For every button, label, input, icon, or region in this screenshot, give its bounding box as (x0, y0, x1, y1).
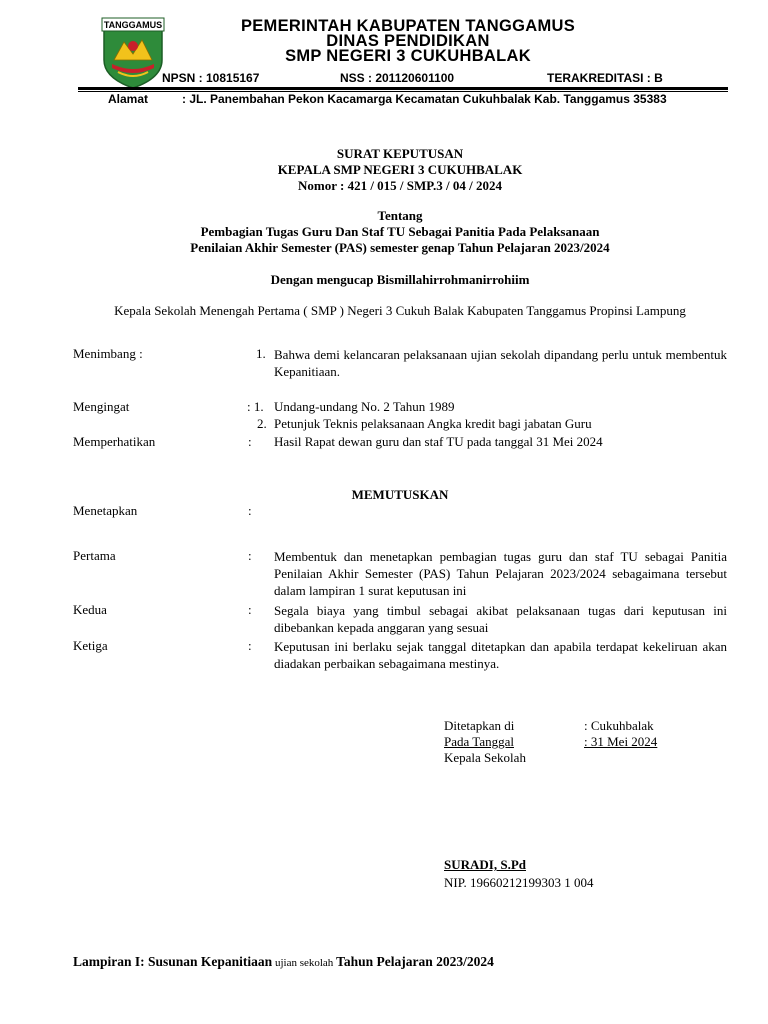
ditetapkan-label: Ditetapkan di (444, 718, 515, 733)
tanggal-label: Pada Tanggal (444, 734, 514, 749)
logo-label: TANGGAMUS (103, 20, 163, 30)
mengingat-item-1: Undang-undang No. 2 Tahun 1989 (274, 399, 455, 414)
ketiga-colon: : (248, 638, 252, 653)
mengingat-number-1: : 1. (247, 399, 264, 414)
lampiran-heading (73, 954, 494, 971)
lampiran-part3: Tahun Pelajaran 2023/2024 (336, 954, 494, 969)
menimbang-number: 1. (256, 346, 266, 361)
pertama-colon: : (248, 548, 252, 563)
lampiran-part1: Lampiran I: Susunan Kepanitiaan (73, 954, 273, 969)
alamat-label: Alamat (108, 92, 149, 106)
memperhatikan-text: Hasil Rapat dewan guru dan staf TU pada tanggal 31 Mei 2024 (274, 434, 603, 449)
pertama-text: Membentuk dan menetapkan pembagian tugas guru dan staf TU sebagai Panitia Penilaian Akhir Semester (PAS) Tahun Pelajaran 2023/2024 sebagaimana tersebut dalam lampiran 1 surat keputusan ini (274, 549, 727, 598)
doc-subtitle: KEPALA SMP NEGERI 3 CUKUHBALAK (277, 162, 523, 177)
signatory-name: SURADI, S.Pd (444, 857, 526, 872)
npsn: NPSN : 10815167 (162, 71, 260, 85)
letterhead-school: SMP NEGERI 3 CUKUHBALAK (285, 47, 531, 65)
ditetapkan-value: : Cukuhbalak (584, 718, 654, 733)
opening-statement: Kepala Sekolah Menengah Pertama ( SMP ) Negeri 3 Cukuh Balak Kabupaten Tanggamus Propinsi Lampung (114, 303, 686, 318)
basmalah: Dengan mengucap Bismillahirrohmanirrohiim (270, 272, 530, 287)
tentang: Tentang (377, 208, 423, 223)
signatory-nip: NIP. 19660212199303 1 004 (444, 875, 594, 890)
memutuskan-heading: MEMUTUSKAN (351, 487, 449, 502)
memperhatikan-label: Memperhatikan (73, 434, 156, 449)
menimbang-label: Menimbang : (73, 346, 143, 361)
menimbang-text: Bahwa demi kelancaran pelaksanaan ujian sekolah dipandang perlu untuk membentuk Kepanitiaan. (274, 347, 727, 379)
mengingat-label: Mengingat (73, 399, 130, 414)
letterhead-government: PEMERINTAH KABUPATEN TANGGAMUS (240, 17, 576, 35)
memperhatikan-colon: : (248, 434, 252, 449)
lampiran-part2: ujian sekolah (272, 957, 337, 969)
perihal-line2: Penilaian Akhir Semester (PAS) semester genap Tahun Pelajaran 2023/2024 (190, 240, 610, 255)
doc-number: Nomor : 421 / 015 / SMP.3 / 04 / 2024 (297, 178, 503, 193)
tanggal-value: : 31 Mei 2024 (584, 734, 658, 749)
alamat-value: : JL. Panembahan Pekon Kacamarga Kecamatan Cukuhbalak Kab. Tanggamus 35383 (182, 92, 667, 106)
tanggamus-regency-emblem (100, 16, 166, 90)
perihal-line1: Pembagian Tugas Guru Dan Staf TU Sebagai Panitia Pada Pelaksanaan (200, 224, 600, 239)
jabatan: Kepala Sekolah (444, 750, 526, 765)
menetapkan-label: Menetapkan (73, 503, 138, 518)
ketiga-text: Keputusan ini berlaku sejak tanggal ditetapkan dan apabila terdapat kekeliruan akan diadakan perbaikan sebagaimana mestinya. (274, 639, 727, 671)
letterhead-department: DINAS PENDIDIKAN (326, 32, 490, 50)
mengingat-number-2: 2. (257, 416, 267, 431)
ketiga-label: Ketiga (73, 638, 108, 653)
kedua-label: Kedua (73, 602, 107, 617)
akreditasi: TERAKREDITASI : B (547, 71, 663, 85)
doc-title: SURAT KEPUTUSAN (336, 146, 464, 161)
mengingat-item-2: Petunjuk Teknis pelaksanaan Angka kredit bagi jabatan Guru (274, 416, 592, 431)
kedua-text: Segala biaya yang timbul sebagai akibat pelaksanaan tugas dari keputusan ini dibebankan kepada anggaran yang sesuai (274, 603, 727, 635)
kedua-colon: : (248, 602, 252, 617)
letterhead-rule-thick (78, 87, 728, 90)
pertama-label: Pertama (73, 548, 116, 563)
nss: NSS : 201120601100 (340, 71, 455, 85)
menetapkan-colon: : (248, 503, 252, 518)
